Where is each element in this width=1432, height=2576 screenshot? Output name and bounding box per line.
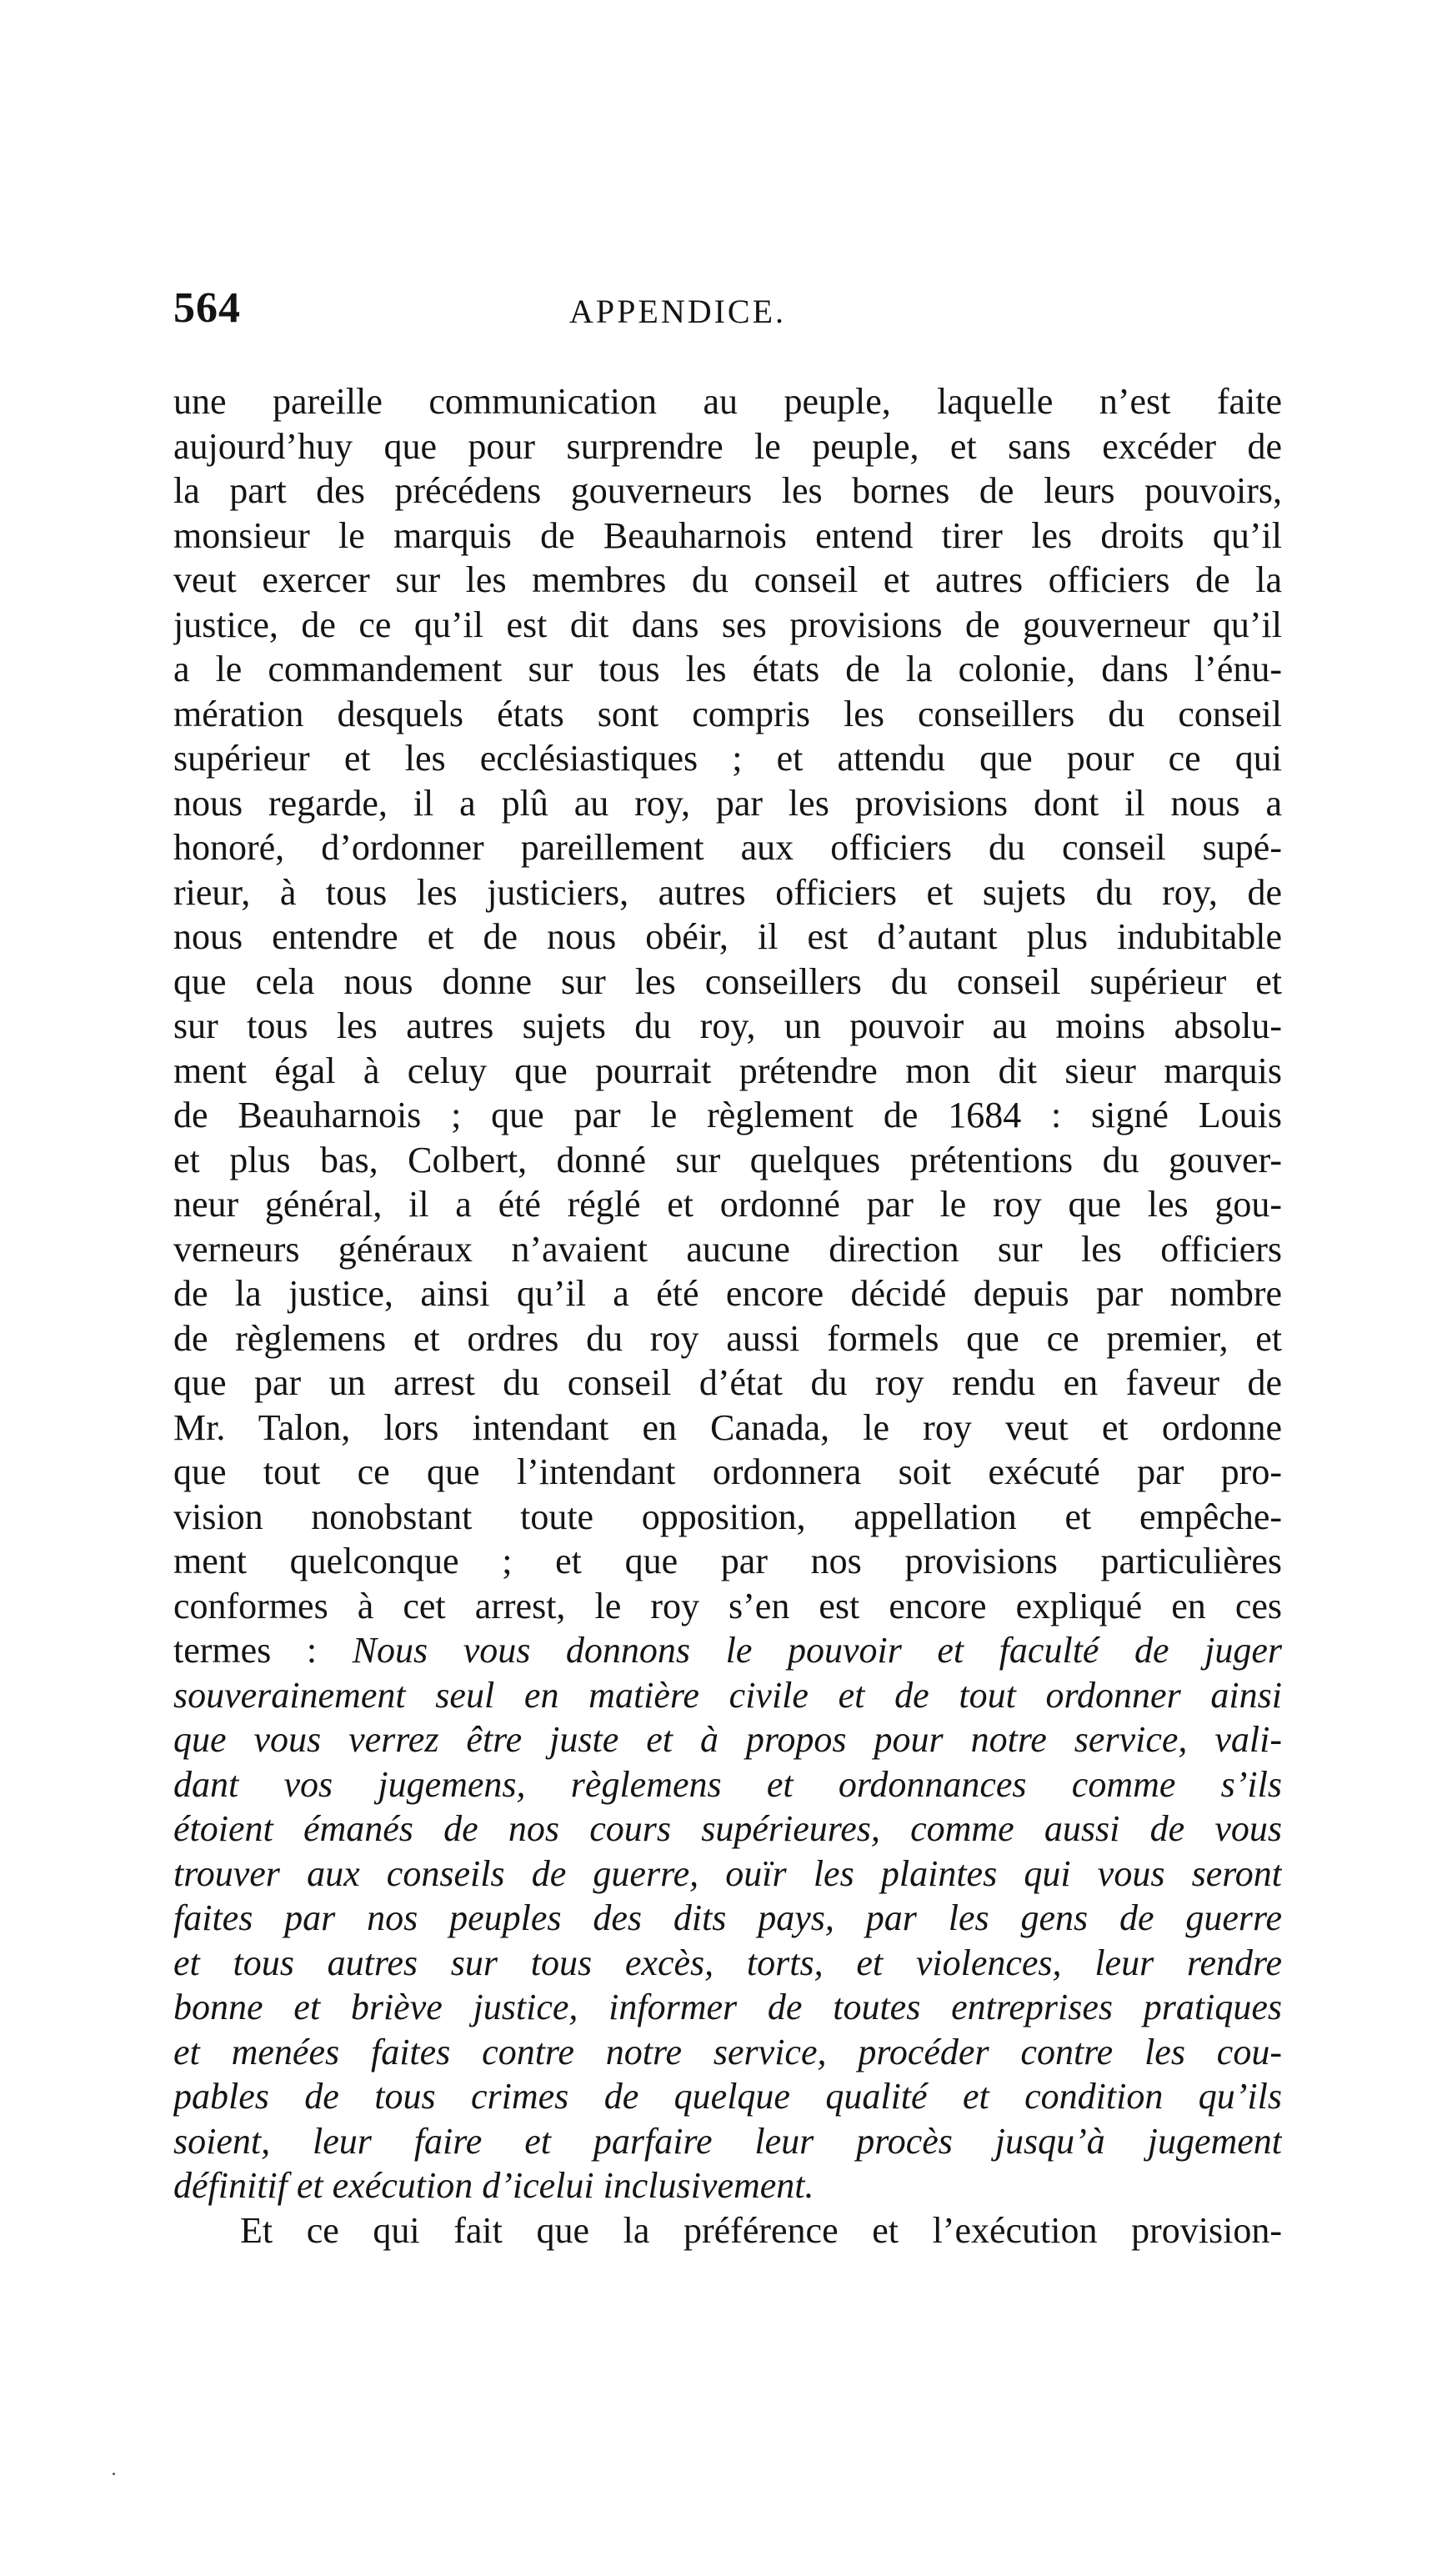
text-line: de la justice, ainsi qu’il a été encore décidé depuis par nombre — [173, 1273, 1282, 1314]
page-header — [173, 283, 1282, 350]
text-line: la part des précédens gouverneurs les bornes de leurs pouvoirs, — [173, 470, 1282, 511]
text-line: veut exercer sur les membres du conseil et autres officiers de la — [173, 559, 1282, 600]
quoted-passage: faites par nos peuples des dits pays, par les gens de guerre — [173, 1897, 1282, 1938]
text-line — [173, 1628, 1282, 1673]
quoted-passage: trouver aux conseils de guerre, ouïr les plaintes qui vous seront — [173, 1852, 1282, 1894]
text-line — [173, 1852, 1282, 1897]
text-line: que tout ce que l’intendant ordonnera soit exécuté par pro- — [173, 1451, 1282, 1492]
text-line: rieur, à tous les justiciers, autres officiers et sujets du roy, de — [173, 871, 1282, 913]
text-line — [173, 1673, 1282, 1718]
text-line: nous regarde, il a plû au roy, par les provisions dont il nous a — [173, 782, 1282, 824]
text-line: supérieur et les ecclésiastiques ; et attendu que pour ce qui — [173, 738, 1282, 779]
text-line — [173, 2030, 1282, 2075]
text-line: de Beauharnois ; que par le règlement de 1684 : signé Louis — [173, 1095, 1282, 1135]
text-line — [173, 1717, 1282, 1762]
quoted-passage: pables de tous crimes de quelque qualité et condition qu’ils — [173, 2076, 1282, 2117]
quoted-passage: soient, leur faire et parfaire leur procès jusqu’à jugement — [173, 2120, 1282, 2162]
text-line — [173, 2074, 1282, 2119]
text-line: de règlemens et ordres du roy aussi formels que ce premier, et — [173, 1317, 1282, 1359]
text-line: verneurs généraux n’avaient aucune direction sur les officiers — [173, 1228, 1282, 1270]
paper-speck — [113, 2473, 115, 2475]
body-text — [173, 379, 1282, 2253]
quoted-passage: bonne et briève justice, informer de toutes entreprises pratiques — [173, 1987, 1282, 2027]
text-line — [173, 1762, 1282, 1807]
text-line: sur tous les autres sujets du roy, un pouvoir au moins absolu- — [173, 1005, 1282, 1046]
text-line: vision nonobstant toute opposition, appellation et empêche- — [173, 1496, 1282, 1537]
text-line — [173, 1985, 1282, 2030]
text-line-lead: termes : — [173, 1630, 353, 1671]
quoted-passage: et menées faites contre notre service, procéder contre les cou- — [173, 2031, 1282, 2072]
quoted-passage: dant vos jugemens, règlemens et ordonnances comme s’ils — [173, 1763, 1282, 1805]
quoted-passage: que vous verrez être juste et à propos pour notre service, vali- — [173, 1719, 1282, 1760]
text-line: une pareille communication au peuple, laquelle n’est faite — [173, 381, 1282, 422]
text-line — [173, 2163, 1282, 2208]
text-line — [173, 1941, 1282, 1986]
text-line — [173, 2119, 1282, 2164]
quoted-passage: et tous autres sur tous excès, torts, et violences, leur rendre — [173, 1942, 1282, 1983]
text-line: conformes à cet arrest, le roy s’en est encore expliqué en ces — [173, 1585, 1282, 1626]
text-line: et plus bas, Colbert, donné sur quelques prétentions du gouver- — [173, 1139, 1282, 1180]
text-line: nous entendre et de nous obéir, il est d’autant plus indubitable — [173, 916, 1282, 957]
text-line: a le commandement sur tous les états de la colonie, dans l’énu- — [173, 649, 1282, 689]
text-line: Et ce qui fait que la préférence et l’exécution provision- — [240, 2209, 1282, 2251]
text-line: monsieur le marquis de Beauharnois entend tirer les droits qu’il — [173, 514, 1282, 556]
text-line — [173, 1896, 1282, 1941]
quoted-passage: étoient émanés de nos cours supérieures, comme aussi de vous — [173, 1808, 1282, 1849]
text-line: aujourd’huy que pour surprendre le peuple, et sans excéder de — [173, 425, 1282, 467]
text-line: mération desquels états sont compris les conseillers du conseil — [173, 693, 1282, 734]
text-line: ment égal à celuy que pourrait prétendre mon dit sieur marquis — [173, 1050, 1282, 1091]
quoted-passage: Nous vous donnons le pouvoir et faculté de juger — [352, 1630, 1282, 1671]
text-line: Mr. Talon, lors intendant en Canada, le roy veut et ordonne — [173, 1406, 1282, 1448]
text-line — [173, 1807, 1282, 1852]
running-head: APPENDICE. — [569, 293, 787, 330]
text-line: justice, de ce qu’il est dit dans ses provisions de gouverneur qu’il — [173, 604, 1282, 645]
page-number: 564 — [173, 284, 241, 332]
text-line: neur général, il a été réglé et ordonné par le roy que les gou- — [173, 1184, 1282, 1225]
text-line: que par un arrest du conseil d’état du roy rendu en faveur de — [173, 1362, 1282, 1403]
quoted-passage: définitif et exécution d’icelui inclusivement. — [173, 2165, 814, 2206]
text-line: que cela nous donne sur les conseillers du conseil supérieur et — [173, 960, 1282, 1002]
text-line: ment quelconque ; et que par nos provisions particulières — [173, 1541, 1282, 1581]
text-line: honoré, d’ordonner pareillement aux officiers du conseil supé- — [173, 827, 1282, 868]
quoted-passage: souverainement seul en matière civile et de tout ordonner ainsi — [173, 1674, 1282, 1716]
